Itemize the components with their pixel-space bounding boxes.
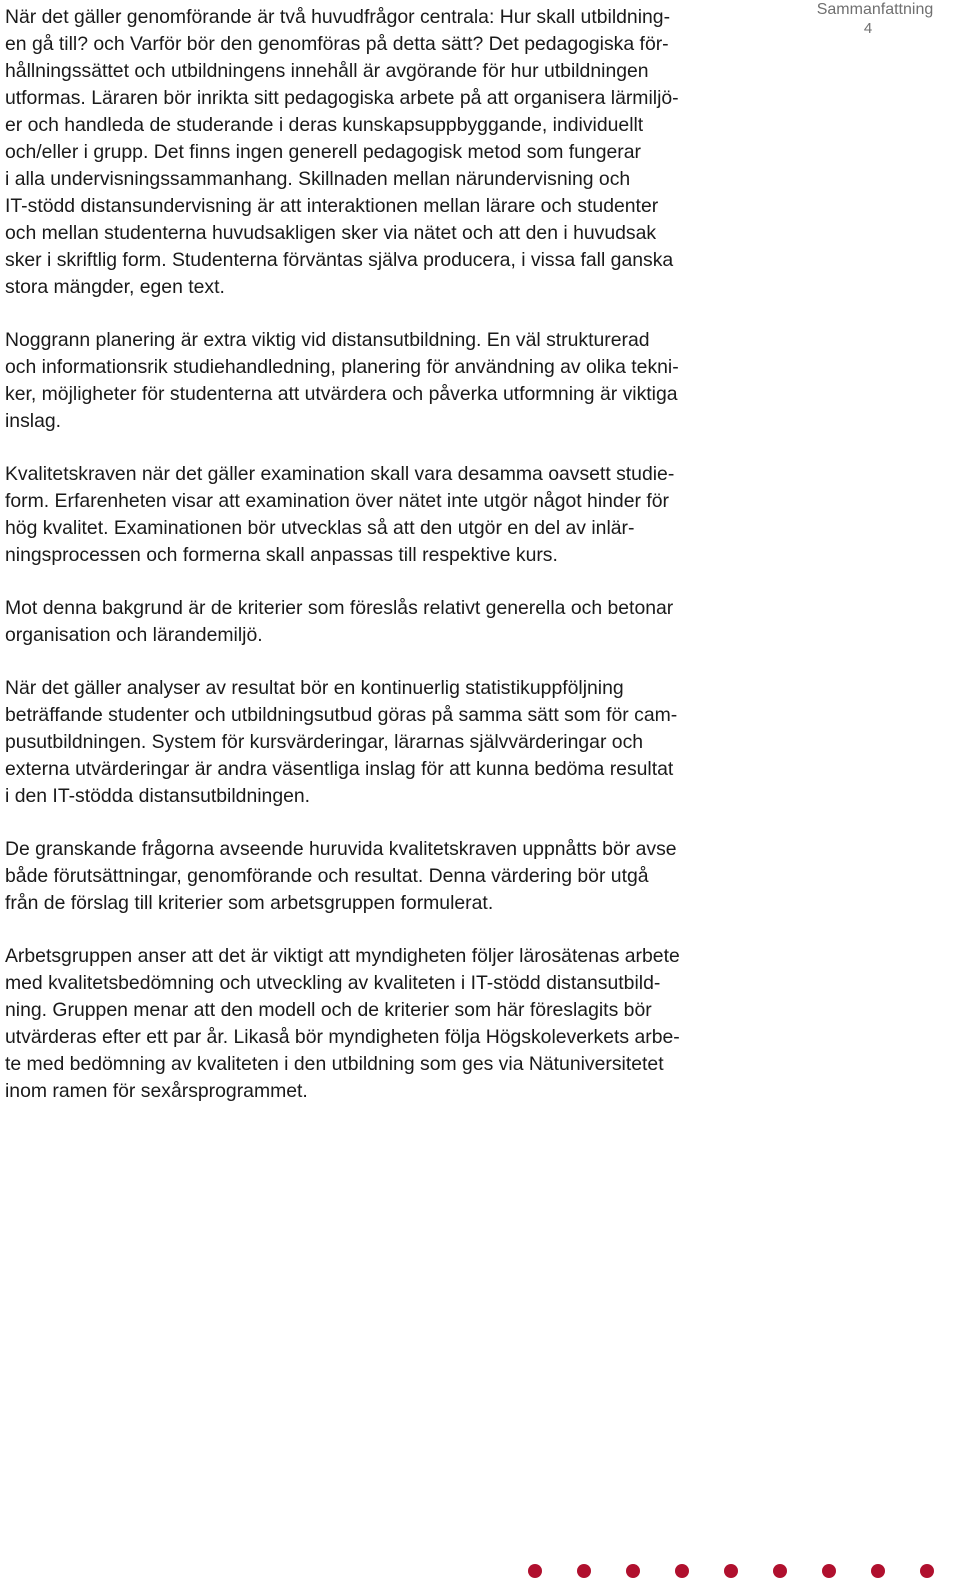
decorative-dot-icon: [724, 1564, 738, 1578]
paragraph-1: När det gäller genomförande är två huvudfrågor centrala: Hur skall utbildning- en gå till? och Varför bör den genomföras på detta sätt? Det pedagogiska för- hållningssättet och utbildningens innehåll är avgörande för hur utbildningen utformas. Läraren bör inrikta sitt pedagogiska arbete på att organisera lärmiljö- er och handleda de studerande i deras kunskapsuppbyggande, individuellt och/eller i grupp. Det finns ingen generell pedagogisk metod som fungerar i alla undervisningssammanhang. Skillnaden mellan närundervisning och IT-stödd distansundervisning är att interaktionen mellan lärare och studenter och mellan studenterna huvudsakligen sker via nätet och att den i huvudsak sker i skriftlig form. Studenterna förväntas själva producera, i vissa fall ganska stora mängder, egen text.: [5, 6, 679, 298]
decorative-dot-icon: [577, 1564, 591, 1578]
decorative-dot-icon: [871, 1564, 885, 1578]
decorative-dot-icon: [528, 1564, 542, 1578]
decorative-dot-icon: [920, 1564, 934, 1578]
decorative-dot-icon: [822, 1564, 836, 1578]
decorative-dot-icon: [626, 1564, 640, 1578]
paragraph-7: Arbetsgruppen anser att det är viktigt att myndigheten följer lärosätenas arbete med kvalitetsbedömning och utveckling av kvaliteten i IT-stödd distansutbild- ning. Gruppen menar att den modell och de kriterier som här föreslagits bör utvärderas efter ett par år. Likaså bör myndigheten följa Högskoleverkets arbe- te med bedömning av kvaliteten i den utbildning som ges via Nätuniversitetet inom ramen för sexårsprogrammet.: [5, 945, 680, 1102]
decorative-dot-icon: [773, 1564, 787, 1578]
body-text: [5, 4, 795, 1131]
paragraph-3: Kvalitetskraven när det gäller examination skall vara desamma oavsett studie- form. Erfarenheten visar att examination över nätet inte utgör något hinder för hög kvalitet. Examinationen bör utvecklas så att den utgör en del av inlär- ningsprocessen och formerna skall anpassas till respektive kurs.: [5, 463, 675, 566]
section-title: Sammanfattning: [816, 1, 934, 18]
paragraph-2: Noggrann planering är extra viktig vid distansutbildning. En väl strukturerad och informationsrik studiehandledning, planering för användning av olika tekni- ker, möjligheter för studenterna att utvärdera och påverka utformning är viktiga inslag.: [5, 329, 679, 432]
decorative-dot-icon: [675, 1564, 689, 1578]
running-header: [790, 0, 960, 38]
paragraph-4: Mot denna bakgrund är de kriterier som föreslås relativt generella och betonar organisation och lärandemiljö.: [5, 597, 674, 646]
decorative-dot-row: [528, 1560, 960, 1580]
page-number: 4: [863, 20, 873, 37]
paragraph-6: De granskande frågorna avseende huruvida kvalitetskraven uppnåtts bör avse både förutsättningar, genomförande och resultat. Denna värdering bör utgå från de förslag till kriterier som arbetsgruppen formulerat.: [5, 838, 677, 914]
paragraph-5: När det gäller analyser av resultat bör en kontinuerlig statistikuppföljning beträffande studenter och utbildningsutbud göras på samma sätt som för cam- pusutbildningen. System för kursvärderingar, lärarnas självvärderingar och externa utvärderingar är andra väsentliga inslag för att kunna bedöma resultat i den IT-stödda distansutbildningen.: [5, 677, 678, 807]
